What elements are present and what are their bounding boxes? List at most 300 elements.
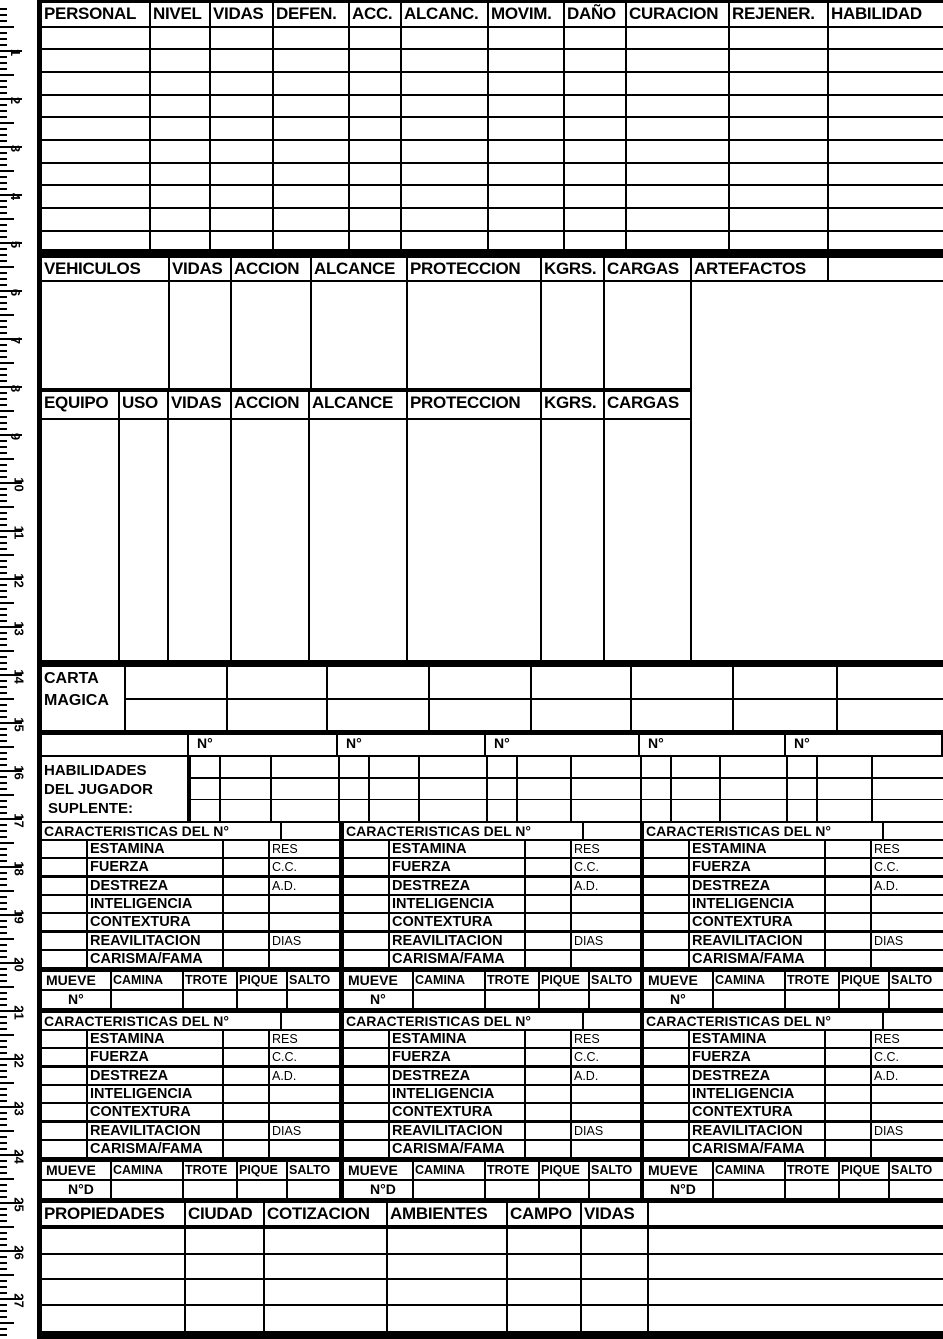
- personal-cell-r9-8[interactable]: [627, 232, 728, 249]
- personal-cell-r4-5[interactable]: [402, 118, 487, 139]
- char-value-4[interactable]: [826, 1104, 870, 1120]
- char-blank-left[interactable]: [344, 1068, 388, 1084]
- char-blank-left[interactable]: [344, 933, 388, 949]
- personal-cell-r1-6[interactable]: [489, 50, 563, 71]
- skills-cell-g4-r1-1[interactable]: [818, 779, 871, 799]
- personal-cell-r0-2[interactable]: [211, 28, 272, 48]
- personal-cell-r5-7[interactable]: [565, 141, 625, 162]
- char-value-2[interactable]: [826, 1068, 870, 1084]
- char-blank-left[interactable]: [42, 1086, 86, 1102]
- skills-cell-g0-r0-1[interactable]: [221, 757, 270, 777]
- char-blank-left[interactable]: [644, 1049, 688, 1065]
- char-value-6[interactable]: [224, 951, 268, 967]
- personal-cell-r7-2[interactable]: [211, 186, 272, 207]
- personal-cell-r0-1[interactable]: [151, 28, 209, 48]
- skills-cell-g3-r2-0[interactable]: [642, 800, 670, 821]
- vehicles-cell-6[interactable]: [605, 282, 690, 388]
- char-blank-left[interactable]: [42, 1123, 86, 1139]
- char-blank-left[interactable]: [344, 1104, 388, 1120]
- properties-cell-r0-0[interactable]: [42, 1229, 184, 1253]
- move-value-2[interactable]: [486, 991, 538, 1008]
- move-value-2[interactable]: [786, 1181, 838, 1198]
- skills-cell-g4-r1-0[interactable]: [788, 779, 816, 799]
- personal-cell-r9-3[interactable]: [274, 232, 348, 249]
- personal-cell-r0-10[interactable]: [829, 28, 943, 48]
- characteristics-number-field[interactable]: [282, 823, 339, 839]
- move-value-1[interactable]: [714, 1181, 784, 1198]
- properties-cell-r1-1[interactable]: [186, 1255, 263, 1278]
- personal-cell-r5-1[interactable]: [151, 141, 209, 162]
- char-blank-left[interactable]: [644, 1104, 688, 1120]
- artefactos-area[interactable]: [692, 282, 943, 660]
- properties-cell-r0-1[interactable]: [186, 1229, 263, 1253]
- char-blank-left[interactable]: [644, 933, 688, 949]
- move-value-3[interactable]: [540, 1181, 588, 1198]
- move-value-4[interactable]: [590, 991, 640, 1008]
- char-value-1[interactable]: [526, 859, 570, 875]
- properties-cell-r2-3[interactable]: [388, 1280, 506, 1304]
- char-value-2[interactable]: [224, 878, 268, 894]
- personal-cell-r6-10[interactable]: [829, 164, 943, 184]
- personal-cell-r6-1[interactable]: [151, 164, 209, 184]
- equipment-cell-3[interactable]: [232, 420, 308, 660]
- personal-cell-r7-9[interactable]: [730, 186, 827, 207]
- char-blank-left[interactable]: [42, 896, 86, 912]
- move-value-4[interactable]: [590, 1181, 640, 1198]
- char-value-5[interactable]: [526, 1123, 570, 1139]
- personal-cell-r1-7[interactable]: [565, 50, 625, 71]
- personal-cell-r3-5[interactable]: [402, 96, 487, 116]
- personal-cell-r1-2[interactable]: [211, 50, 272, 71]
- properties-cell-r2-2[interactable]: [265, 1280, 386, 1304]
- skills-cell-g0-r2-1[interactable]: [221, 800, 270, 821]
- move-value-1[interactable]: [414, 1181, 484, 1198]
- properties-cell-r1-5[interactable]: [582, 1255, 647, 1278]
- personal-cell-r4-6[interactable]: [489, 118, 563, 139]
- skills-cell-g0-r0-0[interactable]: [191, 757, 219, 777]
- char-value-0[interactable]: [826, 1031, 870, 1047]
- char-blank-left[interactable]: [344, 1086, 388, 1102]
- personal-cell-r7-7[interactable]: [565, 186, 625, 207]
- skills-cell-g2-r2-2[interactable]: [572, 800, 640, 821]
- personal-cell-r7-3[interactable]: [274, 186, 348, 207]
- skills-cell-g2-r0-0[interactable]: [488, 757, 516, 777]
- skills-cell-g4-r2-1[interactable]: [818, 800, 871, 821]
- skills-cell-g0-r2-0[interactable]: [191, 800, 219, 821]
- char-value-2[interactable]: [224, 1068, 268, 1084]
- personal-cell-r5-3[interactable]: [274, 141, 348, 162]
- personal-cell-r0-0[interactable]: [42, 28, 149, 48]
- properties-cell-r0-5[interactable]: [582, 1229, 647, 1253]
- personal-cell-r6-4[interactable]: [350, 164, 400, 184]
- magic-card-bottom-0[interactable]: [126, 700, 226, 730]
- personal-cell-r7-4[interactable]: [350, 186, 400, 207]
- char-blank-left[interactable]: [644, 878, 688, 894]
- personal-cell-r5-2[interactable]: [211, 141, 272, 162]
- properties-cell-r2-4[interactable]: [508, 1280, 580, 1304]
- char-blank-left[interactable]: [42, 859, 86, 875]
- skills-cell-g0-r1-1[interactable]: [221, 779, 270, 799]
- personal-cell-r2-6[interactable]: [489, 73, 563, 94]
- char-blank-left[interactable]: [42, 1031, 86, 1047]
- personal-cell-r2-8[interactable]: [627, 73, 728, 94]
- personal-cell-r3-9[interactable]: [730, 96, 827, 116]
- personal-cell-r6-5[interactable]: [402, 164, 487, 184]
- char-value-6[interactable]: [826, 1141, 870, 1157]
- char-value-3[interactable]: [224, 1086, 268, 1102]
- magic-card-bottom-1[interactable]: [228, 700, 326, 730]
- characteristics-number-field[interactable]: [584, 1013, 640, 1029]
- personal-cell-r2-0[interactable]: [42, 73, 149, 94]
- char-value-1[interactable]: [224, 1049, 268, 1065]
- skills-cell-g0-r2-2[interactable]: [272, 800, 338, 821]
- vehicles-cell-2[interactable]: [232, 282, 310, 388]
- move-value-2[interactable]: [486, 1181, 538, 1198]
- char-blank-left[interactable]: [644, 1086, 688, 1102]
- skills-cell-g4-r1-2[interactable]: [873, 779, 943, 799]
- personal-cell-r3-0[interactable]: [42, 96, 149, 116]
- personal-cell-r3-3[interactable]: [274, 96, 348, 116]
- skills-cell-g3-r1-0[interactable]: [642, 779, 670, 799]
- skills-cell-g1-r2-1[interactable]: [370, 800, 418, 821]
- char-blank-left[interactable]: [344, 1049, 388, 1065]
- move-value-3[interactable]: [840, 991, 888, 1008]
- properties-cell-r2-0[interactable]: [42, 1280, 184, 1304]
- skills-cell-g1-r1-0[interactable]: [340, 779, 368, 799]
- personal-cell-r1-8[interactable]: [627, 50, 728, 71]
- personal-cell-r6-3[interactable]: [274, 164, 348, 184]
- skills-cell-g0-r1-2[interactable]: [272, 779, 338, 799]
- personal-cell-r2-4[interactable]: [350, 73, 400, 94]
- char-blank-left[interactable]: [344, 1031, 388, 1047]
- char-value-3[interactable]: [526, 1086, 570, 1102]
- personal-cell-r2-3[interactable]: [274, 73, 348, 94]
- personal-cell-r9-10[interactable]: [829, 232, 943, 249]
- char-blank-left[interactable]: [344, 859, 388, 875]
- personal-cell-r6-2[interactable]: [211, 164, 272, 184]
- personal-cell-r9-0[interactable]: [42, 232, 149, 249]
- personal-cell-r8-3[interactable]: [274, 209, 348, 230]
- char-blank-left[interactable]: [644, 1068, 688, 1084]
- char-value-6[interactable]: [526, 951, 570, 967]
- properties-cell-r3-1[interactable]: [186, 1306, 263, 1331]
- skills-cell-g3-r0-1[interactable]: [672, 757, 719, 777]
- personal-cell-r5-0[interactable]: [42, 141, 149, 162]
- properties-cell-r0-4[interactable]: [508, 1229, 580, 1253]
- personal-cell-r8-10[interactable]: [829, 209, 943, 230]
- personal-cell-r3-10[interactable]: [829, 96, 943, 116]
- properties-cell-r0-2[interactable]: [265, 1229, 386, 1253]
- char-value-5[interactable]: [526, 933, 570, 949]
- personal-cell-r5-4[interactable]: [350, 141, 400, 162]
- personal-cell-r1-1[interactable]: [151, 50, 209, 71]
- properties-cell-r1-3[interactable]: [388, 1255, 506, 1278]
- personal-cell-r2-1[interactable]: [151, 73, 209, 94]
- char-blank-left[interactable]: [344, 841, 388, 857]
- move-value-3[interactable]: [540, 991, 588, 1008]
- char-blank-left[interactable]: [344, 1123, 388, 1139]
- char-value-1[interactable]: [826, 859, 870, 875]
- characteristics-number-field[interactable]: [282, 1013, 339, 1029]
- personal-cell-r9-4[interactable]: [350, 232, 400, 249]
- char-value-0[interactable]: [224, 841, 268, 857]
- personal-cell-r1-10[interactable]: [829, 50, 943, 71]
- equipment-cell-1[interactable]: [120, 420, 167, 660]
- personal-cell-r7-1[interactable]: [151, 186, 209, 207]
- skills-cell-g1-r1-2[interactable]: [420, 779, 486, 799]
- char-value-4[interactable]: [224, 1104, 268, 1120]
- personal-cell-r1-3[interactable]: [274, 50, 348, 71]
- char-value-2[interactable]: [526, 1068, 570, 1084]
- personal-cell-r0-6[interactable]: [489, 28, 563, 48]
- personal-cell-r5-6[interactable]: [489, 141, 563, 162]
- magic-card-top-7[interactable]: [838, 667, 943, 698]
- personal-cell-r2-5[interactable]: [402, 73, 487, 94]
- personal-cell-r1-5[interactable]: [402, 50, 487, 71]
- char-blank-left[interactable]: [42, 1141, 86, 1157]
- char-value-6[interactable]: [526, 1141, 570, 1157]
- char-value-0[interactable]: [224, 1031, 268, 1047]
- skills-cell-g3-r2-1[interactable]: [672, 800, 719, 821]
- char-value-5[interactable]: [826, 1123, 870, 1139]
- properties-cell-r3-3[interactable]: [388, 1306, 506, 1331]
- magic-card-top-6[interactable]: [734, 667, 836, 698]
- personal-cell-r3-2[interactable]: [211, 96, 272, 116]
- char-value-1[interactable]: [224, 859, 268, 875]
- personal-cell-r2-9[interactable]: [730, 73, 827, 94]
- char-value-3[interactable]: [526, 896, 570, 912]
- move-value-3[interactable]: [840, 1181, 888, 1198]
- skills-cell-g1-r0-1[interactable]: [370, 757, 418, 777]
- char-blank-left[interactable]: [344, 1141, 388, 1157]
- char-value-5[interactable]: [826, 933, 870, 949]
- personal-cell-r7-5[interactable]: [402, 186, 487, 207]
- char-value-2[interactable]: [826, 878, 870, 894]
- personal-cell-r2-2[interactable]: [211, 73, 272, 94]
- move-value-4[interactable]: [890, 1181, 943, 1198]
- personal-cell-r7-8[interactable]: [627, 186, 728, 207]
- magic-card-top-4[interactable]: [532, 667, 630, 698]
- personal-cell-r6-6[interactable]: [489, 164, 563, 184]
- char-value-4[interactable]: [526, 1104, 570, 1120]
- skills-cell-g3-r0-2[interactable]: [721, 757, 786, 777]
- char-blank-left[interactable]: [644, 1031, 688, 1047]
- char-value-3[interactable]: [826, 896, 870, 912]
- equipment-cell-2[interactable]: [169, 420, 230, 660]
- personal-cell-r8-2[interactable]: [211, 209, 272, 230]
- char-value-5[interactable]: [224, 1123, 268, 1139]
- skills-cell-g0-r0-2[interactable]: [272, 757, 338, 777]
- personal-cell-r1-9[interactable]: [730, 50, 827, 71]
- char-blank-left[interactable]: [344, 896, 388, 912]
- characteristics-number-field[interactable]: [884, 823, 943, 839]
- personal-cell-r1-4[interactable]: [350, 50, 400, 71]
- char-blank-left[interactable]: [42, 841, 86, 857]
- skills-cell-g3-r0-0[interactable]: [642, 757, 670, 777]
- char-value-6[interactable]: [224, 1141, 268, 1157]
- char-value-0[interactable]: [526, 1031, 570, 1047]
- properties-cell-r1-2[interactable]: [265, 1255, 386, 1278]
- properties-cell-r3-2[interactable]: [265, 1306, 386, 1331]
- move-value-4[interactable]: [288, 991, 339, 1008]
- personal-cell-r4-10[interactable]: [829, 118, 943, 139]
- equipment-cell-4[interactable]: [310, 420, 406, 660]
- personal-cell-r3-8[interactable]: [627, 96, 728, 116]
- magic-card-top-2[interactable]: [328, 667, 428, 698]
- personal-cell-r8-9[interactable]: [730, 209, 827, 230]
- char-blank-left[interactable]: [644, 951, 688, 967]
- char-blank-left[interactable]: [644, 896, 688, 912]
- magic-card-top-1[interactable]: [228, 667, 326, 698]
- magic-card-bottom-6[interactable]: [734, 700, 836, 730]
- char-blank-left[interactable]: [344, 914, 388, 930]
- magic-card-top-5[interactable]: [632, 667, 732, 698]
- skills-cell-g3-r1-2[interactable]: [721, 779, 786, 799]
- personal-cell-r8-8[interactable]: [627, 209, 728, 230]
- char-value-6[interactable]: [826, 951, 870, 967]
- skills-cell-g1-r2-2[interactable]: [420, 800, 486, 821]
- personal-cell-r4-2[interactable]: [211, 118, 272, 139]
- magic-card-bottom-2[interactable]: [328, 700, 428, 730]
- properties-cell-r2-6[interactable]: [649, 1280, 943, 1304]
- personal-cell-r0-9[interactable]: [730, 28, 827, 48]
- properties-cell-r0-3[interactable]: [388, 1229, 506, 1253]
- personal-cell-r4-8[interactable]: [627, 118, 728, 139]
- properties-cell-r1-4[interactable]: [508, 1255, 580, 1278]
- skills-cell-g2-r0-2[interactable]: [572, 757, 640, 777]
- personal-cell-r7-6[interactable]: [489, 186, 563, 207]
- personal-cell-r5-5[interactable]: [402, 141, 487, 162]
- equipment-cell-0[interactable]: [42, 420, 118, 660]
- personal-cell-r8-7[interactable]: [565, 209, 625, 230]
- personal-cell-r5-9[interactable]: [730, 141, 827, 162]
- char-value-3[interactable]: [826, 1086, 870, 1102]
- personal-cell-r2-10[interactable]: [829, 73, 943, 94]
- magic-card-bottom-7[interactable]: [838, 700, 943, 730]
- vehicles-cell-0[interactable]: [42, 282, 168, 388]
- skills-cell-g3-r1-1[interactable]: [672, 779, 719, 799]
- personal-cell-r2-7[interactable]: [565, 73, 625, 94]
- char-blank-left[interactable]: [42, 1104, 86, 1120]
- properties-cell-r3-0[interactable]: [42, 1306, 184, 1331]
- char-blank-left[interactable]: [42, 951, 86, 967]
- char-blank-left[interactable]: [42, 1049, 86, 1065]
- personal-cell-r3-1[interactable]: [151, 96, 209, 116]
- personal-cell-r6-9[interactable]: [730, 164, 827, 184]
- properties-cell-r2-5[interactable]: [582, 1280, 647, 1304]
- properties-cell-r0-6[interactable]: [649, 1229, 943, 1253]
- magic-card-top-3[interactable]: [430, 667, 530, 698]
- move-value-4[interactable]: [890, 991, 943, 1008]
- skills-cell-g2-r1-0[interactable]: [488, 779, 516, 799]
- char-value-4[interactable]: [224, 914, 268, 930]
- skills-cell-g1-r1-1[interactable]: [370, 779, 418, 799]
- move-value-1[interactable]: [112, 1181, 182, 1198]
- char-blank-left[interactable]: [42, 878, 86, 894]
- vehicles-cell-5[interactable]: [542, 282, 603, 388]
- personal-cell-r6-0[interactable]: [42, 164, 149, 184]
- skills-cell-g1-r2-0[interactable]: [340, 800, 368, 821]
- personal-cell-r3-6[interactable]: [489, 96, 563, 116]
- skills-cell-g2-r1-2[interactable]: [572, 779, 640, 799]
- move-value-1[interactable]: [714, 991, 784, 1008]
- skills-cell-g2-r0-1[interactable]: [518, 757, 570, 777]
- personal-cell-r9-5[interactable]: [402, 232, 487, 249]
- personal-cell-r0-7[interactable]: [565, 28, 625, 48]
- move-value-3[interactable]: [238, 991, 286, 1008]
- char-blank-left[interactable]: [644, 914, 688, 930]
- personal-cell-r0-8[interactable]: [627, 28, 728, 48]
- personal-cell-r3-7[interactable]: [565, 96, 625, 116]
- personal-cell-r7-10[interactable]: [829, 186, 943, 207]
- personal-cell-r4-7[interactable]: [565, 118, 625, 139]
- personal-cell-r0-3[interactable]: [274, 28, 348, 48]
- char-blank-left[interactable]: [344, 878, 388, 894]
- skills-cell-g3-r2-2[interactable]: [721, 800, 786, 821]
- personal-cell-r5-8[interactable]: [627, 141, 728, 162]
- skills-cell-g4-r2-2[interactable]: [873, 800, 943, 821]
- move-value-3[interactable]: [238, 1181, 286, 1198]
- char-blank-left[interactable]: [42, 933, 86, 949]
- move-value-2[interactable]: [184, 991, 236, 1008]
- equipment-cell-7[interactable]: [605, 420, 690, 660]
- move-value-2[interactable]: [786, 991, 838, 1008]
- properties-cell-r1-0[interactable]: [42, 1255, 184, 1278]
- personal-cell-r8-1[interactable]: [151, 209, 209, 230]
- personal-cell-r8-5[interactable]: [402, 209, 487, 230]
- skills-cell-g4-r0-2[interactable]: [873, 757, 943, 777]
- personal-cell-r4-3[interactable]: [274, 118, 348, 139]
- char-blank-left[interactable]: [344, 951, 388, 967]
- skills-cell-g2-r2-0[interactable]: [488, 800, 516, 821]
- char-value-4[interactable]: [526, 914, 570, 930]
- move-value-1[interactable]: [414, 991, 484, 1008]
- skills-cell-g2-r1-1[interactable]: [518, 779, 570, 799]
- skills-cell-g0-r1-0[interactable]: [191, 779, 219, 799]
- personal-cell-r7-0[interactable]: [42, 186, 149, 207]
- skills-cell-g2-r2-1[interactable]: [518, 800, 570, 821]
- personal-cell-r4-1[interactable]: [151, 118, 209, 139]
- char-value-3[interactable]: [224, 896, 268, 912]
- personal-cell-r9-6[interactable]: [489, 232, 563, 249]
- equipment-cell-6[interactable]: [542, 420, 603, 660]
- char-blank-left[interactable]: [644, 1141, 688, 1157]
- properties-cell-r3-4[interactable]: [508, 1306, 580, 1331]
- char-blank-left[interactable]: [42, 914, 86, 930]
- personal-cell-r8-4[interactable]: [350, 209, 400, 230]
- skills-cell-g1-r0-0[interactable]: [340, 757, 368, 777]
- magic-card-bottom-3[interactable]: [430, 700, 530, 730]
- personal-cell-r9-7[interactable]: [565, 232, 625, 249]
- characteristics-number-field[interactable]: [884, 1013, 943, 1029]
- personal-cell-r9-2[interactable]: [211, 232, 272, 249]
- personal-cell-r9-1[interactable]: [151, 232, 209, 249]
- equipment-cell-5[interactable]: [408, 420, 540, 660]
- move-value-1[interactable]: [112, 991, 182, 1008]
- personal-cell-r0-5[interactable]: [402, 28, 487, 48]
- vehicles-cell-4[interactable]: [408, 282, 540, 388]
- magic-card-top-0[interactable]: [126, 667, 226, 698]
- properties-cell-r3-5[interactable]: [582, 1306, 647, 1331]
- personal-cell-r5-10[interactable]: [829, 141, 943, 162]
- skills-cell-g4-r2-0[interactable]: [788, 800, 816, 821]
- char-blank-left[interactable]: [644, 841, 688, 857]
- properties-cell-r3-6[interactable]: [649, 1306, 943, 1331]
- personal-cell-r0-4[interactable]: [350, 28, 400, 48]
- vehicles-cell-3[interactable]: [312, 282, 406, 388]
- char-value-1[interactable]: [526, 1049, 570, 1065]
- skills-cell-g4-r0-0[interactable]: [788, 757, 816, 777]
